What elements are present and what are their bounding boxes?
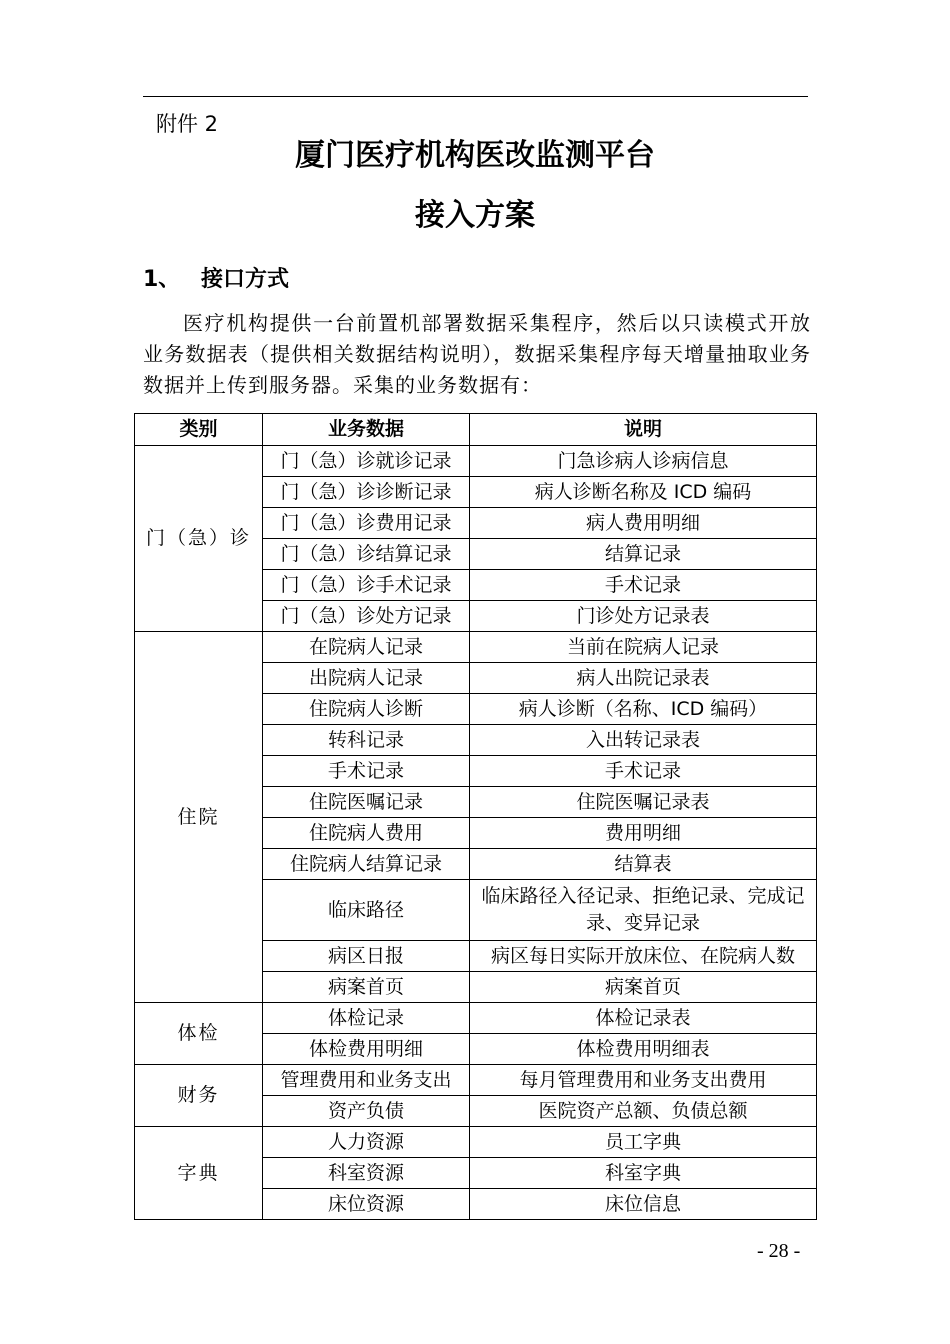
data-item-cell: 出院病人记录: [263, 663, 470, 694]
data-item-cell: 门（急）诊手术记录: [263, 570, 470, 601]
category-cell: 门（急）诊: [135, 446, 263, 632]
description-cell: 病区每日实际开放床位、在院病人数: [470, 941, 817, 972]
description-cell: 门急诊病人诊病信息: [470, 446, 817, 477]
description-cell: 结算记录: [470, 539, 817, 570]
description-cell: 体检费用明细表: [470, 1034, 817, 1065]
data-item-cell: 门（急）诊处方记录: [263, 601, 470, 632]
table-header-row: [135, 414, 817, 446]
description-cell: 员工字典: [470, 1127, 817, 1158]
data-item-cell: 体检费用明细: [263, 1034, 470, 1065]
description-cell: 科室字典: [470, 1158, 817, 1189]
data-item-cell: 病案首页: [263, 972, 470, 1003]
description-cell: 费用明细: [470, 818, 817, 849]
data-item-cell: 门（急）诊诊断记录: [263, 477, 470, 508]
data-item-cell: 住院病人费用: [263, 818, 470, 849]
page-number: - 28 -: [757, 1240, 801, 1262]
description-cell: 病案首页: [470, 972, 817, 1003]
description-cell: 当前在院病人记录: [470, 632, 817, 663]
data-item-cell: 体检记录: [263, 1003, 470, 1034]
table-row: [135, 632, 817, 663]
data-item-cell: 住院病人诊断: [263, 694, 470, 725]
description-cell: 病人费用明细: [470, 508, 817, 539]
document-title: 厦门医疗机构医改监测平台: [295, 138, 655, 173]
category-cell: 体检: [135, 1003, 263, 1065]
description-cell: 结算表: [470, 849, 817, 880]
description-cell: 住院医嘱记录表: [470, 787, 817, 818]
table-row: [135, 1065, 817, 1096]
data-item-cell: 手术记录: [263, 756, 470, 787]
description-cell: 体检记录表: [470, 1003, 817, 1034]
intro-text: 医疗机构提供一台前置机部署数据采集程序，然后以只读模式开放业务数据表（提供相关数据结构说明），数据采集程序每天增量抽取业务数据并上传到服务器。采集的业务数据有：: [143, 311, 811, 397]
data-item-cell: 门（急）诊费用记录: [263, 508, 470, 539]
section-title: 接口方式: [201, 267, 290, 292]
data-item-cell: 在院病人记录: [263, 632, 470, 663]
description-cell: 门诊处方记录表: [470, 601, 817, 632]
description-cell: 临床路径入径记录、拒绝记录、完成记录、变异记录: [470, 880, 817, 941]
intro-paragraph: [143, 308, 811, 401]
header-description: 说明: [470, 414, 817, 446]
data-item-cell: 门（急）诊就诊记录: [263, 446, 470, 477]
category-cell: 字典: [135, 1127, 263, 1220]
description-cell: 病人出院记录表: [470, 663, 817, 694]
description-cell: 病人诊断（名称、ICD 编码）: [470, 694, 817, 725]
table-row: [135, 446, 817, 477]
data-item-cell: 临床路径: [263, 880, 470, 941]
data-item-cell: 住院病人结算记录: [263, 849, 470, 880]
header-rule: [143, 96, 808, 97]
data-item-cell: 资产负债: [263, 1096, 470, 1127]
table-row: [135, 1003, 817, 1034]
description-cell: 每月管理费用和业务支出费用: [470, 1065, 817, 1096]
description-cell: 手术记录: [470, 756, 817, 787]
data-item-cell: 住院医嘱记录: [263, 787, 470, 818]
business-data-table: [134, 413, 817, 1220]
data-item-cell: 病区日报: [263, 941, 470, 972]
data-item-cell: 门（急）诊结算记录: [263, 539, 470, 570]
section-number: 1、: [143, 267, 181, 292]
description-cell: 病人诊断名称及 ICD 编码: [470, 477, 817, 508]
description-cell: 入出转记录表: [470, 725, 817, 756]
table-row: [135, 1127, 817, 1158]
description-cell: 床位信息: [470, 1189, 817, 1220]
attachment-label: 附件 2: [156, 112, 219, 136]
description-cell: 手术记录: [470, 570, 817, 601]
category-cell: 住院: [135, 632, 263, 1003]
data-item-cell: 科室资源: [263, 1158, 470, 1189]
data-item-cell: 管理费用和业务支出: [263, 1065, 470, 1096]
data-item-cell: 人力资源: [263, 1127, 470, 1158]
data-item-cell: 床位资源: [263, 1189, 470, 1220]
description-cell: 医院资产总额、负债总额: [470, 1096, 817, 1127]
header-category: 类别: [135, 414, 263, 446]
data-item-cell: 转科记录: [263, 725, 470, 756]
header-business-data: 业务数据: [263, 414, 470, 446]
document-subtitle: 接入方案: [415, 198, 535, 233]
section-heading: [143, 262, 289, 293]
category-cell: 财务: [135, 1065, 263, 1127]
